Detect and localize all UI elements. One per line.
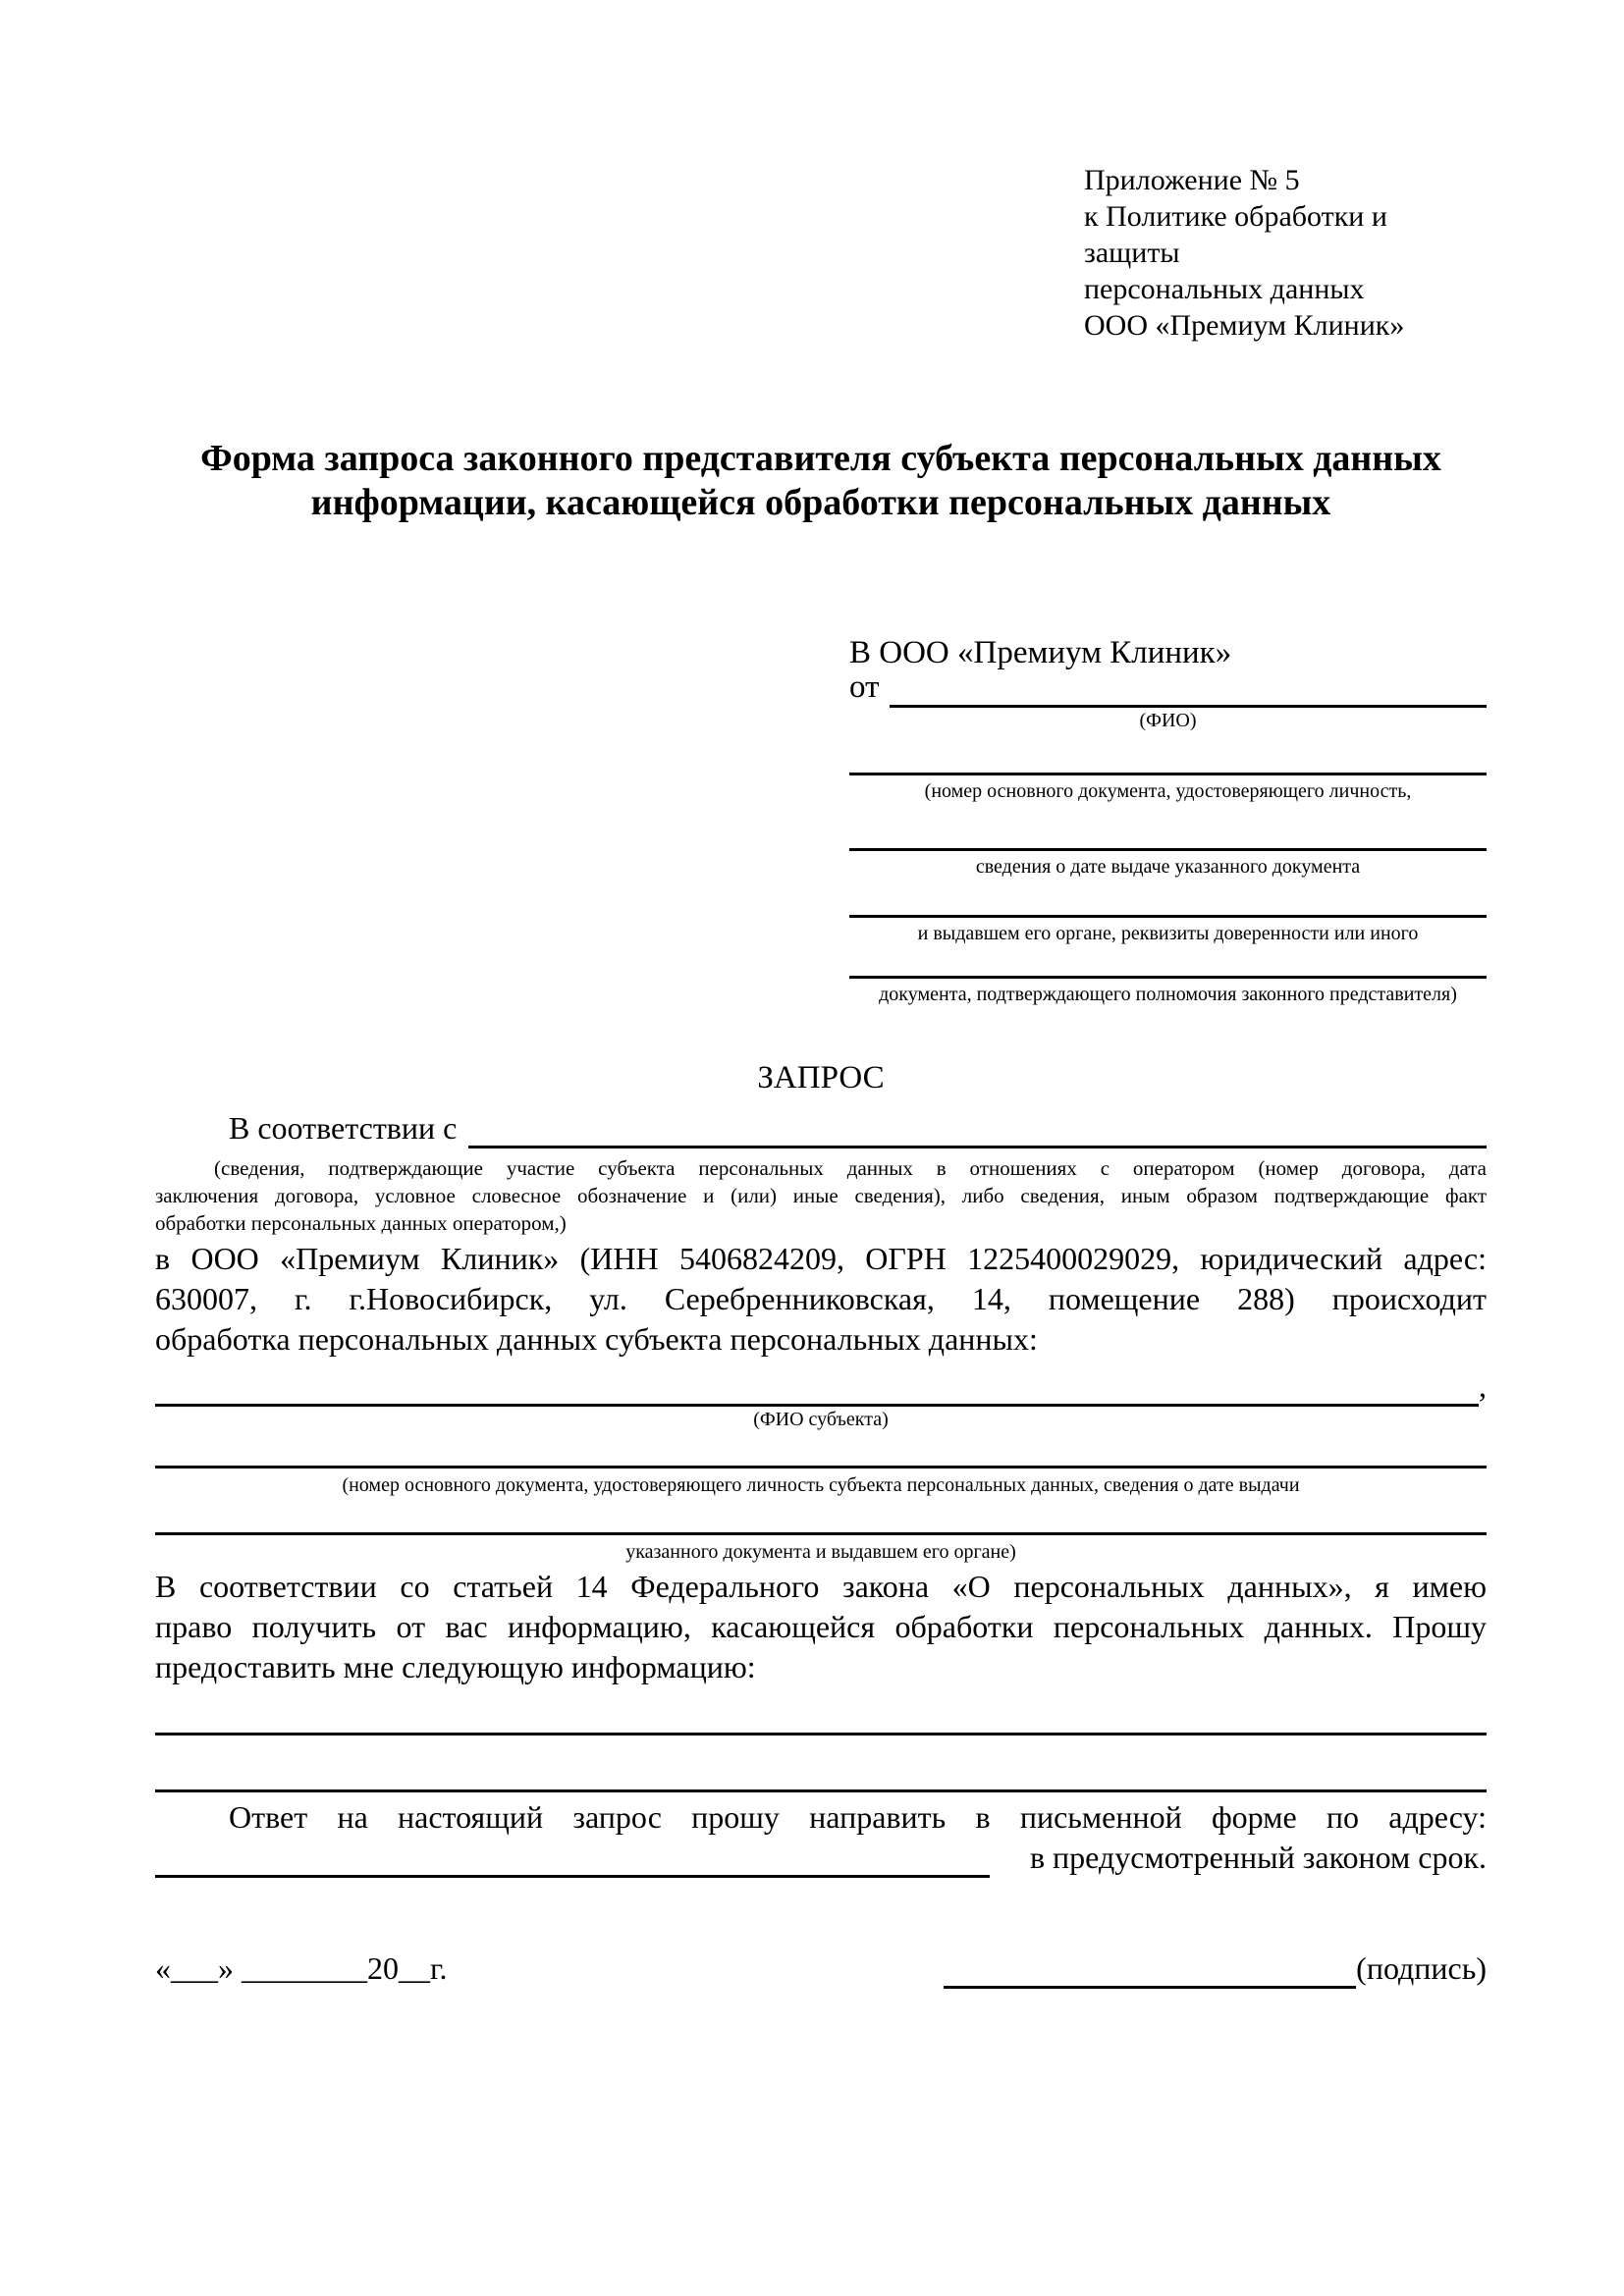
blank-fill-line <box>155 1733 1487 1735</box>
fill-line <box>155 1466 1487 1468</box>
from-row <box>849 669 1487 708</box>
appendix-line: персональных данных <box>1084 273 1365 305</box>
signature-caption: (подпись) <box>1356 1950 1487 1986</box>
signature-group <box>944 1949 1487 1989</box>
fill-line <box>849 773 1487 775</box>
fill-line <box>849 915 1487 918</box>
appendix-line: ООО «Премиум Клиник» <box>1084 309 1405 342</box>
fill-caption: сведения о дате выдаче указанного документа <box>975 856 1361 878</box>
title-line: информации, касающейся обработки персональных данных <box>310 482 1331 523</box>
document-content <box>155 162 1487 1989</box>
subject-fio-caption: (ФИО субъекта) <box>753 1409 889 1430</box>
doc-number-field <box>849 773 1487 804</box>
appendix-line: Приложение № 5 <box>1084 164 1300 196</box>
addressee-to: В ООО «Премиум Клиник» <box>849 635 1232 670</box>
title-line: Форма запроса законного представителя субъекта персональных данных <box>200 438 1441 479</box>
appendix-line: к Политике обработки и защиты <box>1084 200 1387 269</box>
reply-tail: в предусмотренный законом срок. <box>1029 1840 1487 1875</box>
intro-label: В соответствии с <box>229 1110 458 1146</box>
fio-caption: (ФИО) <box>1139 710 1197 731</box>
paragraph-line: предоставить мне следующую информацию: <box>155 1649 756 1684</box>
request-intro-row <box>155 1109 1487 1148</box>
trailing-comma: , <box>1479 1368 1487 1404</box>
fill-line <box>849 848 1487 851</box>
intro-fill-line <box>468 1106 1487 1148</box>
paragraph-line: в ООО «Премиум Клиник» (ИНН 5406824209, ОГРН 1225400029029, юридический адрес: <box>155 1241 1487 1276</box>
subject-fio-fill-line <box>155 1366 1479 1407</box>
doc-authority-field <box>849 976 1487 1007</box>
from-label: от <box>849 669 880 705</box>
reply-address-fill-line <box>155 1835 990 1878</box>
reply-address-row <box>155 1838 1487 1878</box>
doc-issuer-field <box>849 915 1487 946</box>
fill-caption: и выдавшем его органе, реквизиты доверенности или иного <box>917 923 1419 944</box>
fill-line <box>155 1532 1487 1535</box>
request-heading: ЗАПРОС <box>757 1060 885 1095</box>
fio-fill-line <box>890 669 1488 708</box>
paragraph-line: право получить от вас информацию, касающейся обработки персональных данных. Прошу <box>155 1609 1487 1644</box>
law-paragraph <box>155 1567 1487 1687</box>
fill-caption: (номер основного документа, удостоверяющего личность, <box>924 780 1412 802</box>
subject-doc-field <box>155 1466 1487 1498</box>
subject-doc-field-2 <box>155 1532 1487 1565</box>
operator-paragraph <box>155 1239 1487 1360</box>
paragraph-line: 630007, г. г.Новосибирск, ул. Серебренниковская, 14, помещение 288) происходит <box>155 1281 1487 1316</box>
date-line: «___» ________20__г. <box>155 1950 448 1986</box>
fill-caption: документа, подтверждающего полномочия законного представителя) <box>879 984 1457 1005</box>
document-title <box>155 437 1487 525</box>
doc-date-field <box>849 848 1487 880</box>
intro-caption-line: (сведения, подтверждающие участие субъекта персональных данных в отношениях с оператором (номер договора, дата <box>214 1156 1487 1180</box>
fill-caption: указанного документа и выдавшем его органе) <box>625 1541 1016 1563</box>
fill-caption: (номер основного документа, удостоверяющего личность субъекта персональных данных, сведения о дате выдачи <box>342 1474 1300 1496</box>
intro-caption <box>155 1154 1487 1237</box>
blank-fill-line <box>155 1789 1487 1792</box>
paragraph-line: обработка персональных данных субъекта персональных данных: <box>155 1321 1038 1357</box>
signature-fill-line <box>944 1956 1356 1989</box>
subject-fio-row <box>155 1369 1487 1407</box>
intro-caption-line: заключения договора, условное словесное обозначение и (или) иные сведения), либо сведения, иным образом подтверждающие факт <box>155 1184 1487 1207</box>
paragraph-line: В соответствии со статьей 14 Федерального закона «О персональных данных», я имею <box>155 1569 1487 1604</box>
addressee-block <box>849 633 1487 1007</box>
appendix-header <box>1084 162 1487 344</box>
fill-line <box>849 976 1487 979</box>
intro-caption-line: обработки персональных данных оператором,) <box>155 1211 567 1235</box>
footer-row <box>155 1949 1487 1989</box>
reply-line: Ответ на настоящий запрос прошу направить в письменной форме по адресу: <box>229 1799 1487 1835</box>
